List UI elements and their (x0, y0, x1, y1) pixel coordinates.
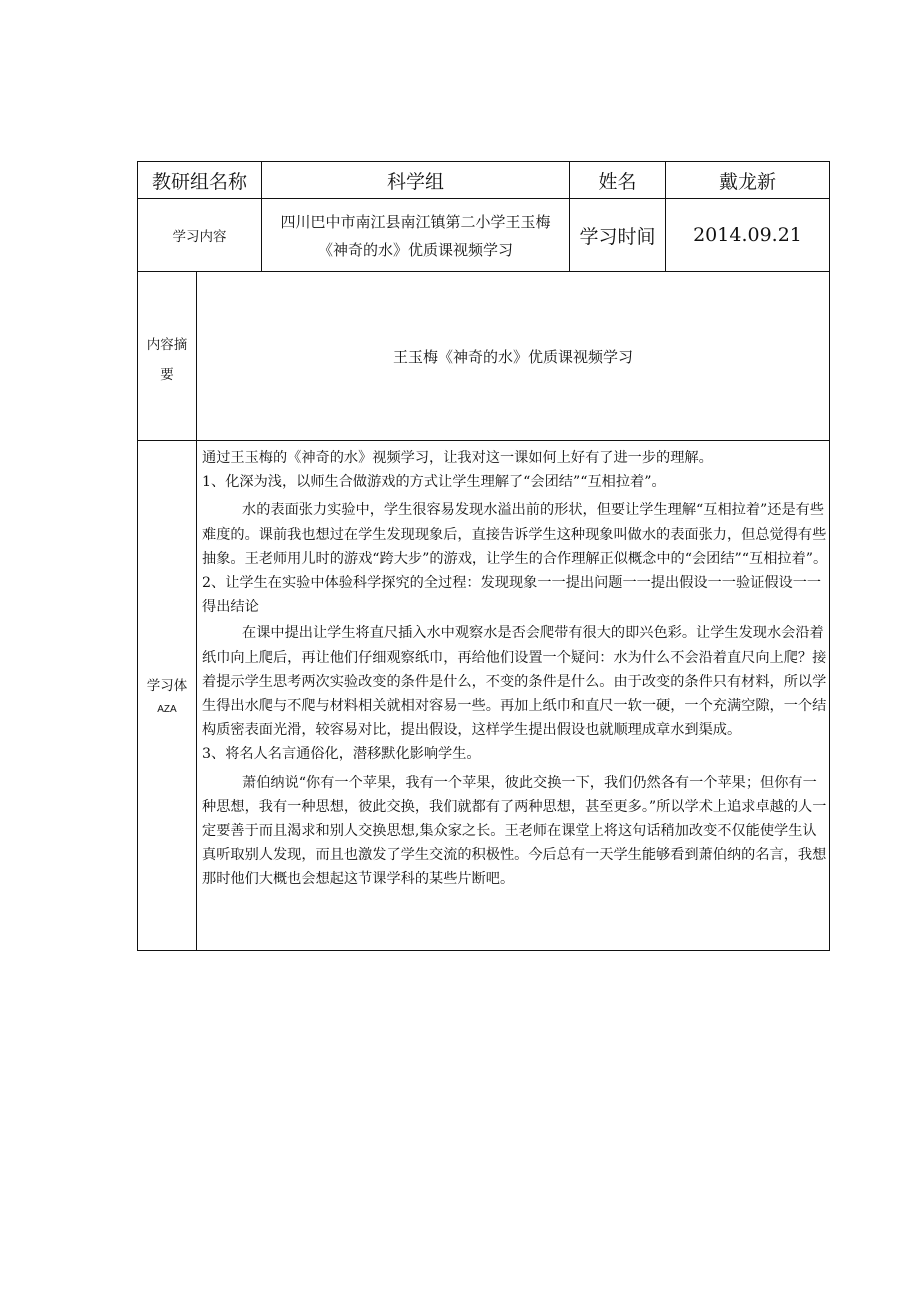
experience-paragraph: 通过王玉梅的《神奇的水》视频学习，让我对这一课如何上好有了进一步的理解。 (202, 450, 713, 466)
study-time-value: 2014.09.21 (693, 224, 802, 246)
summary-label-line2: 要 (160, 367, 174, 383)
table-border-right (829, 161, 830, 951)
group-value: 科学组 (386, 170, 444, 193)
experience-body (202, 446, 828, 892)
name-label: 姓名 (598, 170, 637, 193)
experience-paragraph: 水的表面张力实验中，学生很容易发现水溢出前的形状，但要让学生理解“互相拉着”还是有些难度的。课前我也想过在学生发现现象后，直接告诉学生这种现象叫做水的表面张力，但总觉得有些抽象。王老师用儿时的游戏“跨大步”的游戏，让学生的合作理解正似概念中的“会团结”“互相拉着”。 (202, 502, 828, 567)
summary-label (138, 330, 196, 390)
study-content-line1: 四川巴中市南江县南江镇第二小学王玉梅 (280, 213, 551, 231)
experience-label-line2: AZA (157, 704, 177, 715)
experience-paragraph: 2、让学生在实验中体验科学探究的全过程：发现现象一一提出问题一一提出假设一一验证假设一一得出结论 (202, 575, 822, 616)
experience-paragraph: 1、化深为浅，以师生合做游戏的方式让学生理解了“会团结”“互相拉着”。 (202, 474, 666, 491)
experience-paragraph: 萧伯纳说“你有一个苹果，我有一个苹果，彼此交换一下，我们仍然各有一个苹果；但你有一种思想，我有一种思想，彼此交换，我们就都有了两种思想，甚至更多。”所以学术上追求卓越的人一定要善于而且渴求和别人交换思想,集众家之长。王老师在课堂上将这句话稍加改变不仅能使学生认真听取别人发现，而且也激发了学生交流的积极性。今后总有一天学生能够看到萧伯纳的名言，我想那时他们大概也会想起这节课学科的某些片断吧。 (202, 774, 827, 888)
group-label: 教研组名称 (151, 170, 247, 193)
experience-label (138, 674, 196, 722)
experience-paragraph: 3、将名人名言通俗化，潜移默化影响学生。 (202, 746, 481, 763)
summary-text: 王玉梅《神奇的水》优质课视频学习 (392, 347, 633, 366)
experience-label-line1: 学习体 (146, 678, 188, 694)
study-content-line2: 《神奇的水》优质课视频学习 (317, 241, 513, 259)
table-border-bottom (137, 950, 830, 951)
study-time-label: 学习时间 (579, 225, 656, 248)
experience-paragraph: 在课中提出让学生将直尺插入水中观察水是否会爬带有很大的即兴色彩。让学生发现水会沿着纸巾向上爬后，再让他们仔细观察纸巾，再给他们设置一个疑问：水为什么不会沿着直尺向上爬？接着提示学生思考两次实验改变的条件是什么，不变的条件是什么。由于改变的条件只有材料，所以学生得出水爬与不爬与材料相关就相对容易一些。再加上纸巾和直尺一软一硬，一个充满空隙，一个结构质密表面光滑，较容易对比，提出假设，这样学生提出假设也就顺理成章水到渠成。 (202, 625, 827, 739)
study-content-label: 学习内容 (172, 229, 227, 245)
row-divider-3 (137, 440, 830, 441)
table-border-left (137, 161, 138, 951)
summary-label-line1: 内容摘 (146, 337, 188, 353)
study-content-value (262, 208, 569, 264)
name-value: 戴龙新 (718, 170, 776, 193)
